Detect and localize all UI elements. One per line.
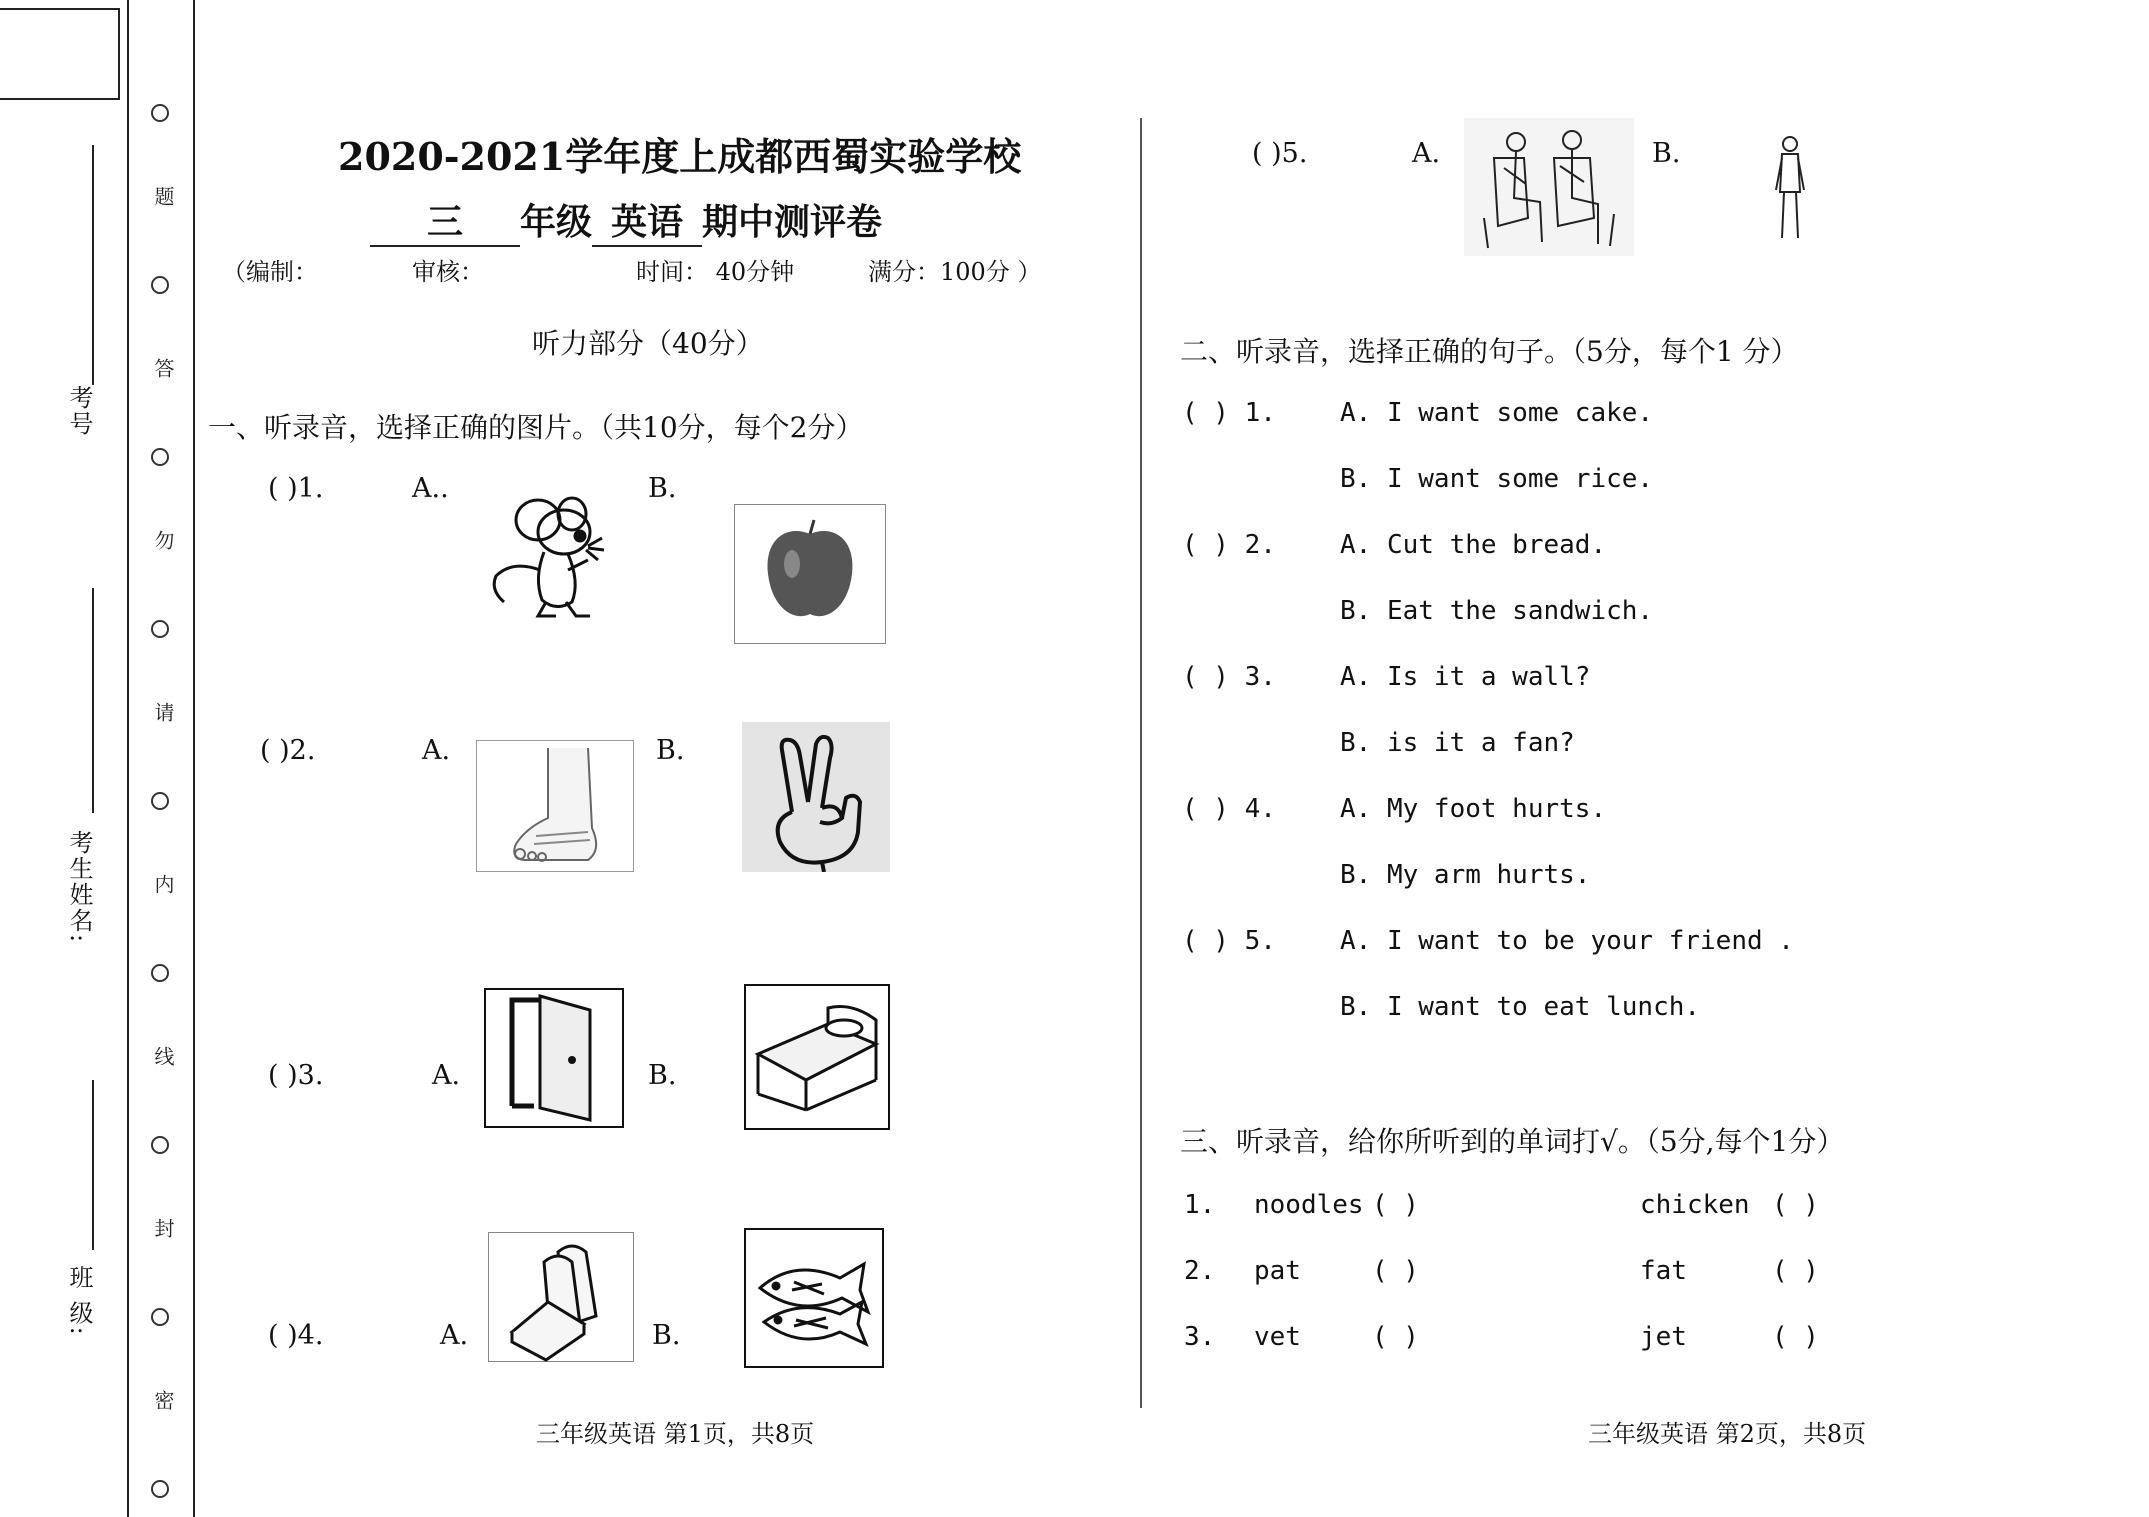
- s3-row1-word2: chicken: [1640, 1190, 1750, 1220]
- foot-image: [476, 740, 634, 872]
- seat-number-box: [0, 8, 120, 100]
- seal-char: 题: [151, 186, 175, 206]
- s2-q1-option-a[interactable]: A. I want some cake.: [1340, 398, 1654, 428]
- s2-q5-number[interactable]: ( ) 5.: [1182, 926, 1276, 956]
- s2-q1-number[interactable]: ( ) 1.: [1182, 398, 1276, 428]
- s2-q3-option-b[interactable]: B. is it a fan?: [1340, 728, 1575, 758]
- standing-man-image: [1770, 134, 1810, 244]
- s3-row1-blank2[interactable]: ( ): [1772, 1190, 1819, 1220]
- seal-circle: [151, 1136, 169, 1154]
- apple-image: [734, 504, 886, 644]
- s2-q3-number[interactable]: ( ) 3.: [1182, 662, 1276, 692]
- s2-q4-number[interactable]: ( ) 4.: [1182, 794, 1276, 824]
- s3-row2-number: 2.: [1184, 1256, 1216, 1286]
- binding-line-left: [127, 0, 129, 1517]
- seal-circle: [151, 448, 169, 466]
- s3-row3-blank1[interactable]: ( ): [1372, 1322, 1419, 1352]
- q1-option-a[interactable]: A..: [412, 473, 449, 504]
- q1-number[interactable]: ( )1.: [268, 473, 324, 504]
- grade-blank[interactable]: 三: [370, 194, 520, 247]
- exam-title: 2020-2021学年度上成都西蜀实验学校: [338, 134, 1022, 179]
- s2-q4-option-b[interactable]: B. My arm hurts.: [1340, 860, 1591, 890]
- name-label: 考生姓名:: [65, 830, 93, 945]
- section1-title: 一、听录音，选择正确的图片。（共10分，每个2分）: [208, 411, 864, 444]
- s2-q3-option-a[interactable]: A. Is it a wall?: [1340, 662, 1591, 692]
- s3-row3-word1: vet: [1254, 1322, 1301, 1352]
- seal-char: 线: [151, 1046, 175, 1066]
- seal-circle: [151, 792, 169, 810]
- door-image: [484, 988, 624, 1128]
- s3-row2-word1: pat: [1254, 1256, 1301, 1286]
- listening-title: 听力部分（40分）: [532, 327, 764, 360]
- s3-row2-word2: fat: [1640, 1256, 1687, 1286]
- class-label: 班 级:: [65, 1265, 93, 1337]
- seal-char: 内: [151, 874, 175, 894]
- page1-footer: 三年级英语 第1页，共8页: [536, 1420, 815, 1448]
- q3-option-a[interactable]: A.: [432, 1060, 461, 1091]
- q4-option-a[interactable]: A.: [440, 1320, 469, 1351]
- meta-score: 满分：100分 ）: [868, 258, 1042, 286]
- s3-row1-word1: noodles: [1254, 1190, 1364, 1220]
- grade-label: 年级: [520, 201, 593, 243]
- s2-q5-option-a[interactable]: A. I want to be your friend .: [1340, 926, 1794, 956]
- s2-q4-option-a[interactable]: A. My foot hurts.: [1340, 794, 1607, 824]
- s3-row2-blank1[interactable]: ( ): [1372, 1256, 1419, 1286]
- s2-q5-option-b[interactable]: B. I want to eat lunch.: [1340, 992, 1701, 1022]
- s2-q2-option-b[interactable]: B. Eat the sandwich.: [1340, 596, 1654, 626]
- s3-row1-number: 1.: [1184, 1190, 1216, 1220]
- s3-row2-blank2[interactable]: ( ): [1772, 1256, 1819, 1286]
- class-fill-line[interactable]: [92, 1080, 94, 1250]
- q5-option-b[interactable]: B.: [1652, 138, 1681, 169]
- binding-line-right: [193, 0, 195, 1517]
- s2-q1-option-b[interactable]: B. I want some rice.: [1340, 464, 1654, 494]
- meta-reviewer: 审核：: [412, 258, 484, 286]
- q5-number[interactable]: ( )5.: [1252, 138, 1308, 169]
- seal-circle: [151, 620, 169, 638]
- seal-char: 答: [151, 358, 175, 378]
- s3-row3-number: 3.: [1184, 1322, 1216, 1352]
- exam-subtitle: [370, 194, 882, 247]
- bread-image: [488, 1232, 634, 1362]
- q1-option-b[interactable]: B.: [648, 473, 677, 504]
- hand-image: [742, 722, 890, 872]
- seal-char: 封: [151, 1218, 175, 1238]
- seal-circle: [151, 1480, 169, 1498]
- meta-editor: （编制：: [222, 258, 318, 286]
- seal-char: 密: [151, 1390, 175, 1410]
- s3-row3-blank2[interactable]: ( ): [1772, 1322, 1819, 1352]
- page-divider: [1140, 118, 1142, 1408]
- q3-option-b[interactable]: B.: [648, 1060, 677, 1091]
- q2-option-a[interactable]: A.: [422, 735, 451, 766]
- s3-row3-word2: jet: [1640, 1322, 1687, 1352]
- q2-number[interactable]: ( )2.: [260, 735, 316, 766]
- meta-time: 时间： 40分钟: [636, 258, 795, 286]
- seal-circle: [151, 1308, 169, 1326]
- section2-title: 二、听录音，选择正确的句子。（5分，每个1 分）: [1180, 335, 1799, 368]
- name-fill-line[interactable]: [92, 588, 94, 813]
- bed-image: [744, 984, 890, 1130]
- fish-image: [744, 1228, 884, 1368]
- seal-circle: [151, 104, 169, 122]
- q5-option-a[interactable]: A.: [1412, 138, 1441, 169]
- seal-char: 勿: [151, 530, 175, 550]
- mouse-image: [480, 490, 640, 625]
- seal-circle: [151, 276, 169, 294]
- seal-char: 请: [151, 702, 175, 722]
- s2-q2-number[interactable]: ( ) 2.: [1182, 530, 1276, 560]
- subject-blank[interactable]: 英语: [592, 194, 702, 247]
- q4-option-b[interactable]: B.: [652, 1320, 681, 1351]
- exam-name: 期中测评卷: [702, 201, 883, 243]
- s3-row1-blank1[interactable]: ( ): [1372, 1190, 1419, 1220]
- s2-q2-option-a[interactable]: A. Cut the bread.: [1340, 530, 1607, 560]
- page2-footer: 三年级英语 第2页，共8页: [1588, 1420, 1867, 1448]
- exam-no-fill-line[interactable]: [92, 145, 94, 385]
- exam-no-label: 考号: [65, 385, 93, 437]
- section3-title: 三、听录音，给你所听到的单词打√。（5分,每个1分）: [1180, 1125, 1845, 1158]
- q4-number[interactable]: ( )4.: [268, 1320, 324, 1351]
- seal-circle: [151, 964, 169, 982]
- q3-number[interactable]: ( )3.: [268, 1060, 324, 1091]
- q2-option-b[interactable]: B.: [656, 735, 685, 766]
- two-men-chairs-image: [1464, 118, 1634, 256]
